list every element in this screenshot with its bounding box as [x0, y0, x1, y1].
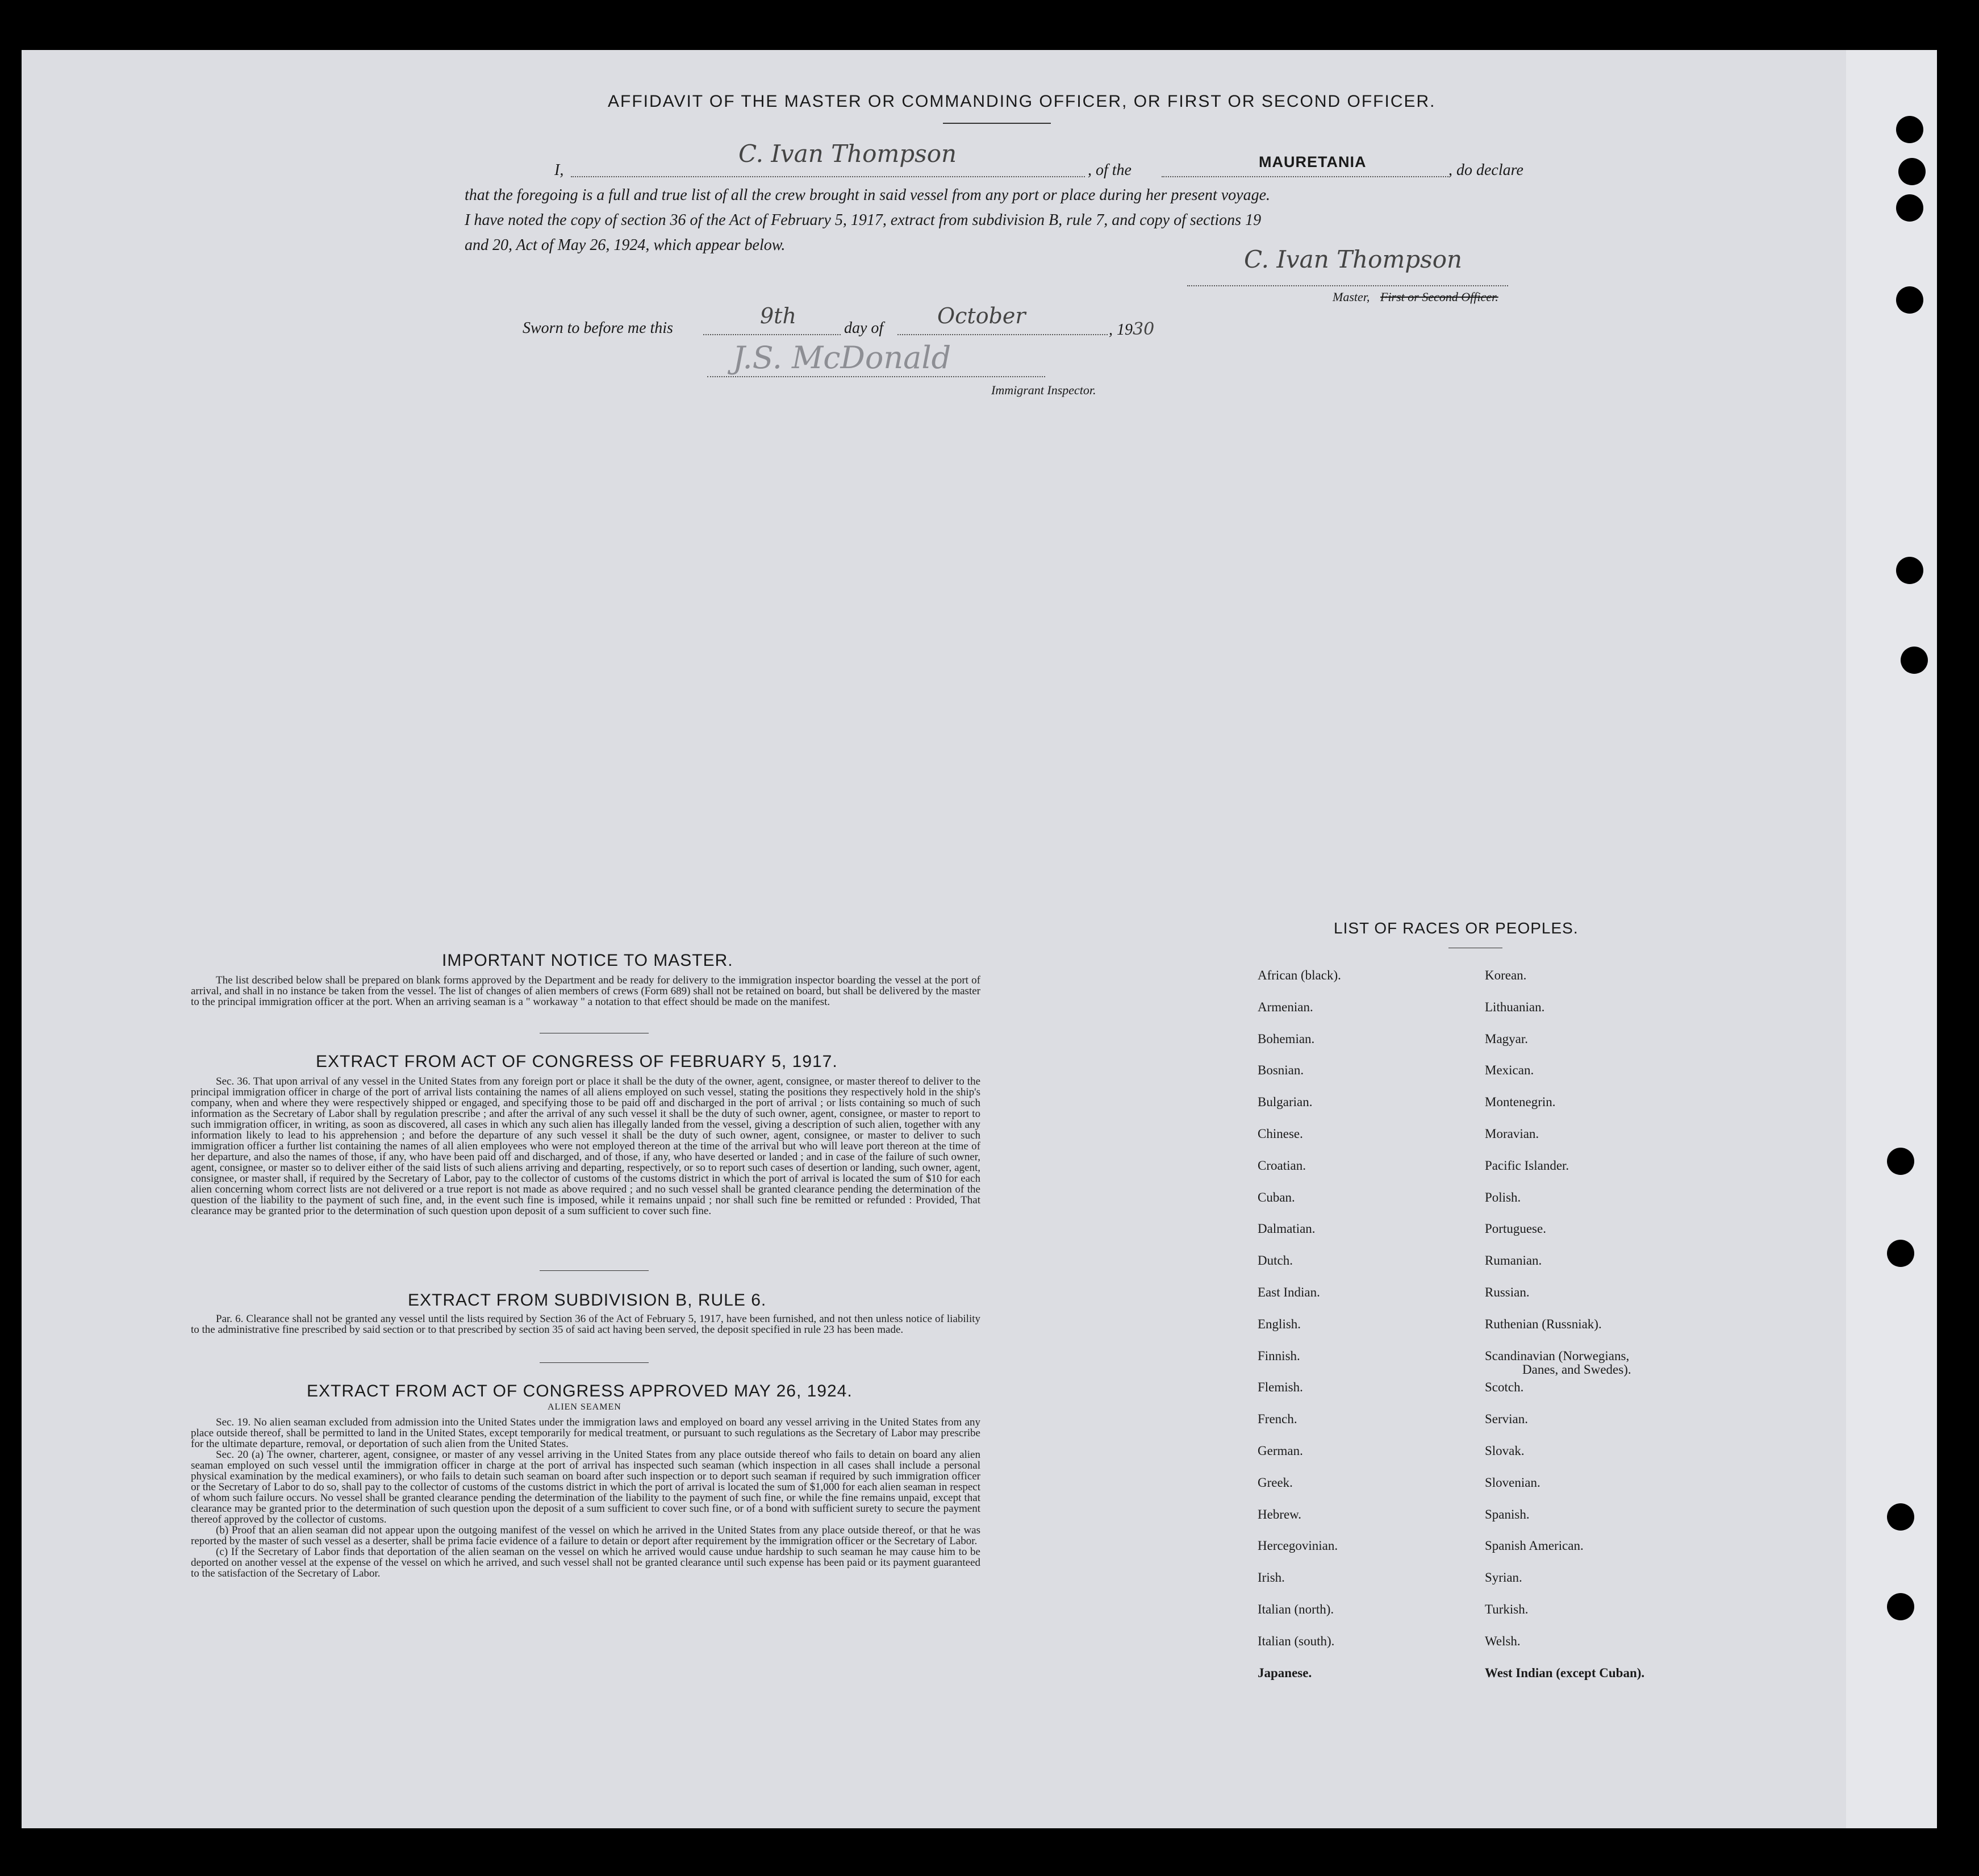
year-prefix: , 19 [1109, 321, 1133, 339]
race-item: Cuban. [1258, 1190, 1295, 1204]
race-item: Servian. [1485, 1412, 1529, 1426]
race-item: Spanish. [1485, 1507, 1530, 1521]
race-item: Mexican. [1485, 1063, 1534, 1077]
binder-hole [1896, 557, 1923, 584]
sworn-month: October [937, 303, 1026, 328]
inspector-line [707, 376, 1045, 377]
ship-name: MAURETANIA [1259, 153, 1367, 170]
declaration-line-3: I have noted the copy of section 36 of the Act of February 5, 1917, extract from subdivision B, rule 7, and copy of sections 19 [465, 211, 1262, 229]
race-item: Armenian. [1258, 1000, 1313, 1014]
i-label: I, [554, 161, 564, 179]
declaration-line-4: and 20, Act of May 26, 1924, which appear below. [465, 236, 786, 254]
sworn-day: 9th [760, 303, 796, 328]
inspector-caption: Immigrant Inspector. [991, 383, 1096, 397]
race-item: Hercegovinian. [1258, 1539, 1338, 1553]
binder-hole [1896, 116, 1923, 143]
binder-hole [1898, 158, 1926, 185]
extract-1917-rule [540, 1270, 649, 1271]
binder-hole [1901, 647, 1928, 674]
race-item: East Indian. [1258, 1285, 1320, 1299]
extract-1917-text: Sec. 36. That upon arrival of any vessel in the United States from any foreign port or place it shall be the duty of the owner, agent, consignee, or master thereof to deliver to the principal immigration officer in charge of the port of arrival lists containing the names of all aliens employed on such vessel, stating the positions they respectively hold in the ship's company, when and where they were respectively shipped or engaged, and specifying those to be paid off and discharged in the port of arrival ; or lists containing so much of such information as the Secretary of Labor shall by regulation prescribe ; and after the arrival of any such vessel it shall be the duty of such owner, agent, consignee, or master to report to such immigration officer, in writing, as soon as discovered, all cases in which any such alien has illegally landed from the vessel, giving a description of such alien, together with any information likely to lead to his apprehension ; and before the departure of any such vessel it shall be the duty of such owner, agent, consignee, or master to deliver to such immigration officer a further list containing the names of all alien employees who were not employed thereon at the time of the arrival but who will leave port thereon at the time of her departure, and also the names of those, if any, who have been paid off and discharged, and of those, if any, who have deserted or landed ; and in case of the failure of such owner, agent, consignee, or master so to deliver either of the said lists of such aliens arriving and departing, respectively, or so to report such cases of desertion or landing, such owner, agent, consignee, or master shall, if required by the Secretary of Labor, pay to the collector of customs of the customs district in which the port of arrival is located the sum of $10 for each alien concerning whom correct lists are not delivered or a true report is not made as above required ; and no such vessel shall be granted clearance pending the determination of the question of the liability to the payment of such fine, and, in the event such fine is imposed, while it remains unpaid ; nor shall such fine be remitted or refunded : Provided, That clearance may be granted prior to the determination of such question upon deposit of a sum sufficient to cover such fine. [191, 1075, 980, 1217]
race-item: German. [1258, 1444, 1303, 1458]
race-item: Pacific Islander. [1485, 1158, 1569, 1173]
ship-name-line [1162, 176, 1448, 177]
signature-line [1187, 285, 1508, 286]
extract-rule-text: Par. 6. Clearance shall not be granted any vessel until the lists required by Section 36 of the Act of February 5, 1917, have been furnished, and not then unless notice of liability to the administrative fine prescribed by said section or to that prescribed by section 35 of said act having been served, the deposit specified in rule 23 has been made. [191, 1313, 980, 1336]
race-item: Bosnian. [1258, 1063, 1304, 1077]
race-item: English. [1258, 1317, 1301, 1331]
race-item: Russian. [1485, 1285, 1530, 1299]
extract-rule-title: EXTRACT FROM SUBDIVISION B, RULE 6. [408, 1291, 767, 1310]
race-item: Japanese. [1258, 1666, 1312, 1680]
title-rule [943, 123, 1051, 124]
sec-20a-text: Sec. 20 (a) The owner, charterer, agent, consignee, or master of any vessel arriving in the United States from any place outside thereof who fails to detain on board any alien seaman employed on such vessel until the immigration officer in charge at the port of arrival has inspected such seaman (which inspection in all cases shall include a personal physical examination by the medical examiners), or who fails to detain such seaman on board after such inspection or to deport such seaman if required by such immigration officer or the Secretary of Labor to do so, shall pay to the collector of customs of the customs district in which the port of arrival is located the sum of $1,000 for each alien seaman in respect of whom such failure occurs. No vessel shall be granted clearance pending the determination of the liability to the payment of such fine, or while the fine remains unpaid, except that clearance may be granted prior to the determination of such question upon the deposit of a sum sufficient to cover such fine, or of a bond with sufficient surety to secure the payment thereof approved by the collector of customs. [191, 1449, 980, 1525]
notice-text: The list described below shall be prepared on blank forms approved by the Department and be ready for delivery to the immigration inspector boarding the vessel at the port of arrival, and shall in no instance be taken from the vessel. The list of changes of alien members of crews (Form 689) shall not be retained on board, but shall be delivered by the master to the principal immigration officer at the port. When an arriving seaman is a " workaway " a notation to that effect should be made on the manifest. [191, 974, 980, 1008]
extract-1917-title: EXTRACT FROM ACT OF CONGRESS OF FEBRUARY 5, 1917. [316, 1052, 838, 1071]
race-item: Scandinavian (Norwegians, [1485, 1349, 1630, 1363]
race-item: Croatian. [1258, 1158, 1306, 1173]
year-suffix: 30 [1133, 319, 1155, 339]
sworn-day-line [703, 334, 841, 335]
sworn-year [1109, 319, 1154, 339]
race-item: Italian (north). [1258, 1602, 1334, 1616]
sec-20c-text: (c) If the Secretary of Labor finds that deportation of the alien seaman on the vessel on which he arrived would cause undue hardship to such seaman he may cause him to be deported on another vessel at the expense of the vessel on which he arrived, and such vessel shall not be granted clearance until such expense has been paid or its payment guaranteed to the satisfaction of the Secretary of Labor. [191, 1546, 980, 1579]
signature-caption-master: Master, [1333, 290, 1370, 304]
race-item: Polish. [1485, 1190, 1521, 1204]
race-item: Rumanian. [1485, 1253, 1542, 1268]
master-signature: C. Ivan Thompson [1244, 245, 1463, 273]
race-item: Italian (south). [1258, 1634, 1335, 1648]
race-item: Turkish. [1485, 1602, 1529, 1616]
binder-hole [1887, 1148, 1914, 1175]
of-the-label: , of the [1088, 161, 1132, 179]
binder-hole [1887, 1240, 1914, 1267]
race-item: Greek. [1258, 1475, 1293, 1490]
race-item: Ruthenian (Russniak). [1485, 1317, 1602, 1331]
sheet-edge [1846, 50, 1937, 1828]
races-title: LIST OF RACES OR PEOPLES. [1334, 919, 1579, 937]
race-item: French. [1258, 1412, 1297, 1426]
alien-seamen-subtitle: ALIEN SEAMEN [548, 1402, 621, 1412]
sworn-prefix: Sworn to before me this [523, 319, 673, 337]
race-item: Irish. [1258, 1570, 1285, 1585]
race-item-continued: Danes, and Swedes). [1522, 1362, 1631, 1377]
race-item: West Indian (except Cuban). [1485, 1666, 1645, 1680]
race-item: Slovenian. [1485, 1475, 1540, 1490]
sec-20b-text: (b) Proof that an alien seaman did not appear upon the outgoing manifest of the vessel on which he arrived in the United States from any place outside thereof, or that he was reported by the master of such vessel as a deserter, shall be prima facie evidence of a failure to detain or deport after requirement by the immigration officer or the Secretary of Labor. [191, 1524, 980, 1547]
declaration-line-2: that the foregoing is a full and true list of all the crew brought in said vessel from any port or place during her present voyage. [465, 186, 1271, 204]
binder-hole [1896, 286, 1923, 314]
inspector-signature: J.S. McDonald [733, 340, 951, 376]
binder-hole [1887, 1503, 1914, 1531]
sworn-month-line [897, 334, 1108, 335]
binder-hole [1887, 1593, 1914, 1620]
race-item: Flemish. [1258, 1380, 1303, 1394]
race-item: Korean. [1485, 968, 1527, 982]
notice-title: IMPORTANT NOTICE TO MASTER. [442, 951, 733, 970]
race-item: Spanish American. [1485, 1539, 1584, 1553]
race-item: Dutch. [1258, 1253, 1293, 1268]
race-item: Bohemian. [1258, 1032, 1315, 1046]
race-item: Syrian. [1485, 1570, 1522, 1585]
day-of-label: day of [844, 319, 884, 337]
race-item: Welsh. [1485, 1634, 1521, 1648]
race-item: Moravian. [1485, 1127, 1539, 1141]
sec-19-text: Sec. 19. No alien seaman excluded from admission into the United States under the immigration laws and employed on board any vessel arriving in the United States from any place outside thereof, shall be permitted to land in the United States, except temporarily for medical treatment, or pursuant to such regulations as the Secretary of Labor may prescribe for the ultimate departure, removal, or deportation of such alien from the United States. [191, 1416, 980, 1450]
extract-1924-text [191, 1417, 980, 1579]
race-item: Finnish. [1258, 1349, 1300, 1363]
extract-1924-title: EXTRACT FROM ACT OF CONGRESS APPROVED MAY 26, 1924. [307, 1382, 853, 1400]
race-item: Hebrew. [1258, 1507, 1302, 1521]
race-item: Portuguese. [1485, 1222, 1546, 1236]
race-item: African (black). [1258, 968, 1341, 982]
extract-rule-rule [540, 1362, 649, 1363]
binder-hole [1896, 194, 1923, 222]
race-item: Scotch. [1485, 1380, 1524, 1394]
race-item: Lithuanian. [1485, 1000, 1545, 1014]
race-item: Chinese. [1258, 1127, 1303, 1141]
race-item: Slovak. [1485, 1444, 1525, 1458]
race-item: Bulgarian. [1258, 1095, 1313, 1109]
race-item: Dalmatian. [1258, 1222, 1316, 1236]
race-item: Magyar. [1485, 1032, 1529, 1046]
affidavit-title: AFFIDAVIT OF THE MASTER OR COMMANDING OFFICER, OR FIRST OR SECOND OFFICER. [608, 92, 1436, 111]
master-name: C. Ivan Thompson [738, 140, 957, 168]
do-declare-label: , do declare [1448, 161, 1523, 179]
race-item: Montenegrin. [1485, 1095, 1556, 1109]
signature-caption-officer: First or Second Officer. [1380, 290, 1498, 304]
master-name-line [571, 176, 1085, 177]
